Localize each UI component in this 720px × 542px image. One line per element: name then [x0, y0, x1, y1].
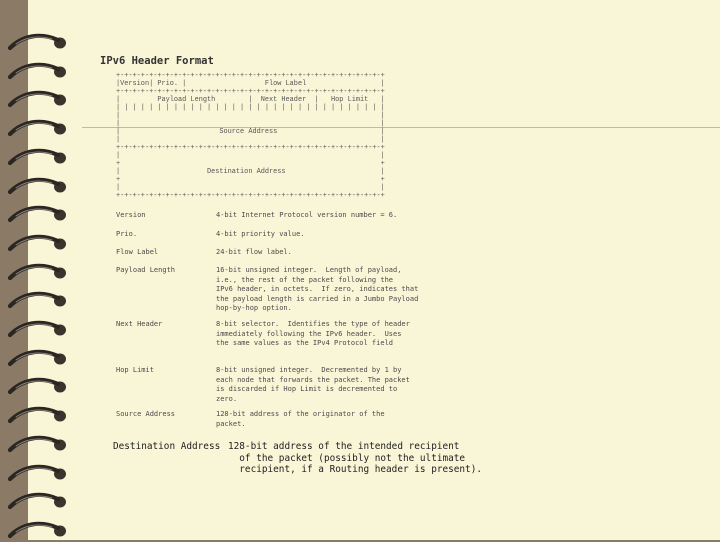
spiral-ring-icon — [6, 434, 68, 456]
diagram-line: | Source Address | — [116, 128, 385, 136]
diagram-line: | Destination Address | — [116, 168, 385, 176]
field-name-destination-address: Destination Address — [113, 441, 221, 452]
diagram-line: + + — [116, 160, 385, 168]
field-desc-flow-label: 24-bit flow label. — [216, 248, 292, 256]
diagram-line: | | — [116, 120, 385, 128]
field-name-next-header: Next Header — [116, 320, 163, 328]
field-name-payload-length: Payload Length — [116, 266, 176, 274]
field-desc-source-address: 128-bit address of the originator of the packet. — [216, 410, 385, 428]
diagram-line: +-+-+-+-+-+-+-+-+-+-+-+-+-+-+-+-+-+-+-+-+-+-+-+-+-+-+-+-+-+-+-+-+ — [116, 192, 385, 200]
diagram-line: | | — [116, 184, 385, 192]
spiral-ring-icon — [6, 262, 68, 284]
spiral-ring-icon — [6, 348, 68, 370]
spiral-ring-icon — [6, 118, 68, 140]
diagram-line: + + — [116, 176, 385, 184]
spiral-ring-icon — [6, 319, 68, 341]
spiral-ring-icon — [6, 32, 68, 54]
field-desc-version: 4-bit Internet Protocol version number = 6. — [216, 211, 398, 219]
spiral-ring-icon — [6, 61, 68, 83]
field-desc-destination-address: 128-bit address of the intended recipient of the packet (possibly not the ultimate recipient, if a Routing header is present). — [228, 441, 482, 475]
field-desc-prio: 4-bit priority value. — [216, 230, 305, 238]
spiral-ring-icon — [6, 491, 68, 513]
diagram-line: +-+-+-+-+-+-+-+-+-+-+-+-+-+-+-+-+-+-+-+-+-+-+-+-+-+-+-+-+-+-+-+-+ — [116, 88, 385, 96]
diagram-line: | | | | | | | | | | | | | | | | | | | | | | | | | | | | | | | | | — [116, 104, 385, 112]
page-title: IPv6 Header Format — [100, 55, 214, 67]
header-format-diagram — [116, 72, 385, 200]
diagram-line: |Version| Prio. | Flow Label | — [116, 80, 385, 88]
spiral-ring-icon — [6, 290, 68, 312]
spiral-ring-icon — [6, 463, 68, 485]
field-name-version: Version — [116, 211, 146, 219]
diagram-line: +-+-+-+-+-+-+-+-+-+-+-+-+-+-+-+-+-+-+-+-+-+-+-+-+-+-+-+-+-+-+-+-+ — [116, 144, 385, 152]
field-name-flow-label: Flow Label — [116, 248, 159, 256]
spiral-ring-icon — [6, 147, 68, 169]
diagram-line: | | — [116, 112, 385, 120]
spiral-ring-icon — [6, 376, 68, 398]
spiral-ring-icon — [6, 176, 68, 198]
spiral-ring-icon — [6, 233, 68, 255]
spiral-ring-icon — [6, 204, 68, 226]
spiral-ring-icon — [6, 89, 68, 111]
diagram-line: | Payload Length | Next Header | Hop Limit | — [116, 96, 385, 104]
diagram-line: | | — [116, 152, 385, 160]
field-desc-next-header: 8-bit selector. Identifies the type of header immediately following the IPv6 header. Uses the same values as the IPv4 Protocol field — [216, 320, 410, 348]
diagram-line: +-+-+-+-+-+-+-+-+-+-+-+-+-+-+-+-+-+-+-+-+-+-+-+-+-+-+-+-+-+-+-+-+ — [116, 72, 385, 80]
spiral-ring-icon — [6, 405, 68, 427]
field-name-hop-limit: Hop Limit — [116, 366, 154, 374]
field-name-prio: Prio. — [116, 230, 138, 238]
field-name-source-address: Source Address — [116, 410, 176, 418]
field-desc-hop-limit: 8-bit unsigned integer. Decremented by 1 by each node that forwards the packet. The packet is discarded if Hop Limit is decremented to zero. — [216, 366, 410, 403]
field-desc-payload-length: 16-bit unsigned integer. Length of payload, i.e., the rest of the packet following the IPv6 header, in octets. If zero, indicates that the payload length is carried in a Jumbo Payload hop-by-hop option. — [216, 266, 419, 313]
spiral-ring-icon — [6, 520, 68, 542]
diagram-line: | | — [116, 136, 385, 144]
